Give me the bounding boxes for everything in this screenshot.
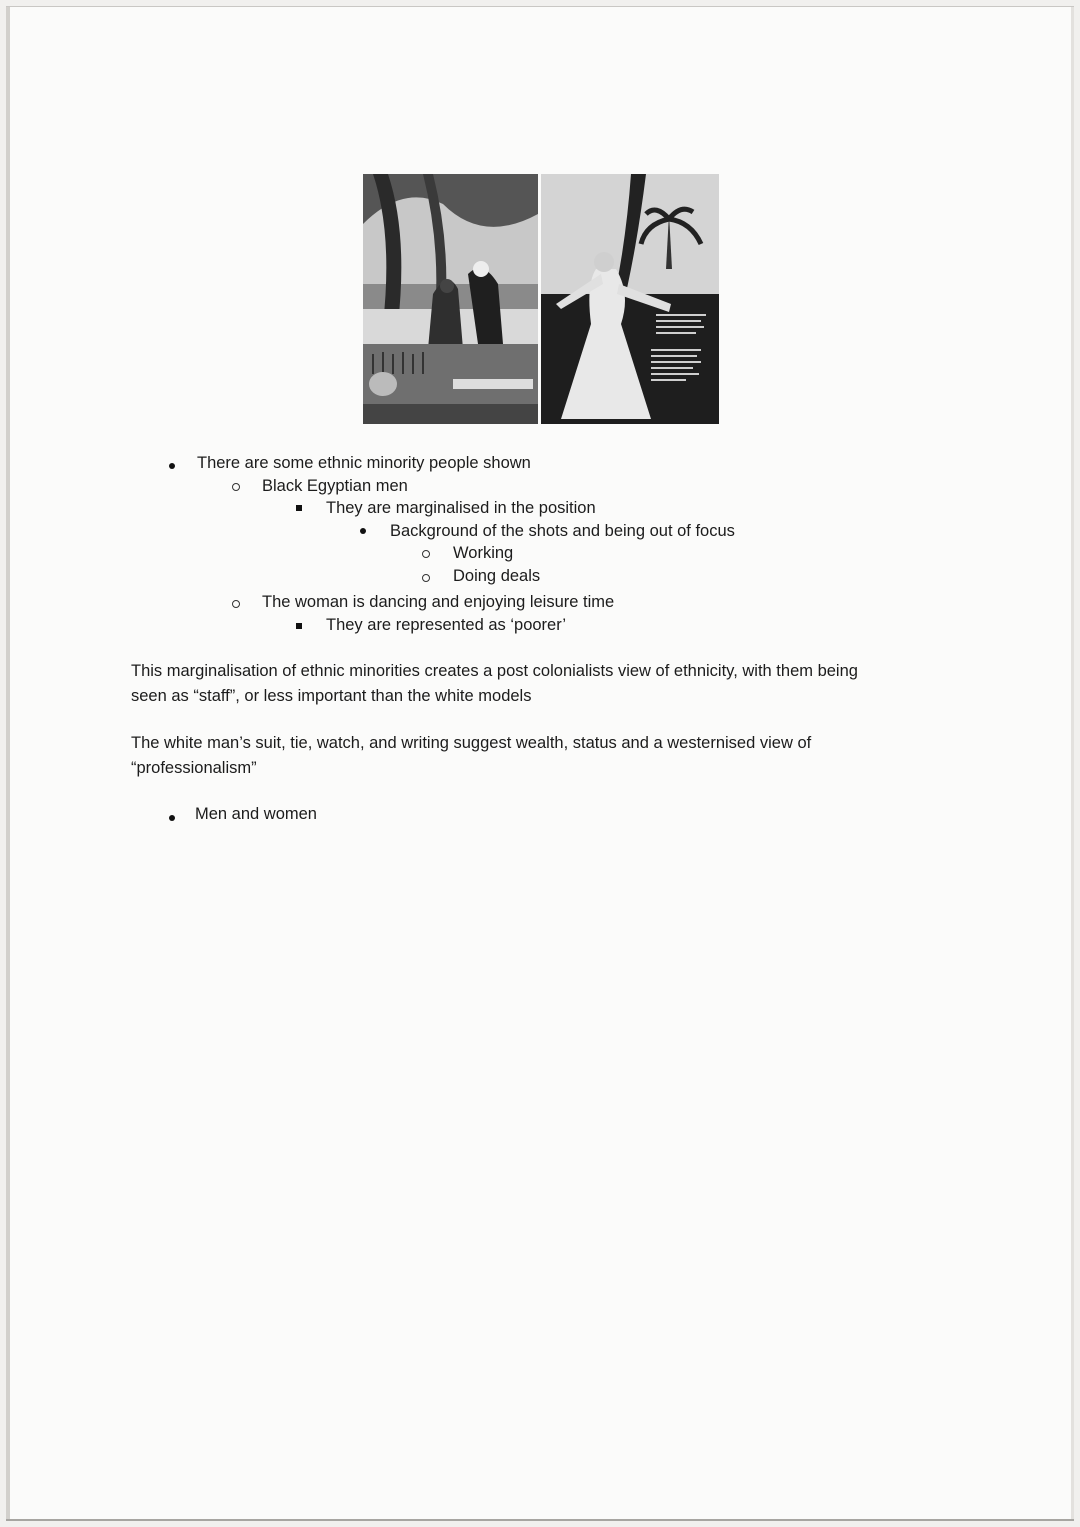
bullet-marker-circle [422,574,430,582]
bullet-marker-disc [360,528,366,534]
photo-left-market-scene [363,174,538,424]
bullet-text-men-and-women: Men and women [195,805,317,823]
paragraph-white-man [131,731,811,781]
paper-sheet [6,6,1074,1521]
paragraph-line: seen as “staff”, or less important than the white models [131,687,532,705]
bullet-text: Black Egyptian men [262,477,408,495]
paragraph-marginalisation [131,659,858,709]
paragraph-line: This marginalisation of ethnic minorities creates a post colonialists view of ethnicity, with them being [131,662,858,680]
bullet-marker-disc [169,463,175,469]
bullet-marker-circle [232,600,240,608]
magazine-photo-spread [363,174,719,424]
photo-right-dancing-woman [541,174,719,424]
bullet-marker-square [296,623,302,629]
bullet-text: They are marginalised in the position [326,499,596,517]
paragraph-line: “professionalism” [131,759,257,777]
paragraph-line: The white man’s suit, tie, watch, and writing suggest wealth, status and a westernised view of [131,734,812,752]
bullet-text: There are some ethnic minority people shown [197,454,531,472]
bullet-marker-disc [169,815,175,821]
bullet-marker-circle [232,483,240,491]
bullet-text: Working [453,544,514,562]
bullet-text: The woman is dancing and enjoying leisure time [262,593,615,611]
bullet-marker-square [296,505,302,511]
bullet-text: They are represented as ‘poorer’ [326,616,566,634]
bullet-text: Doing deals [453,567,541,585]
bullet-marker-circle [422,550,430,558]
bullet-text: Background of the shots and being out of focus [390,522,735,540]
